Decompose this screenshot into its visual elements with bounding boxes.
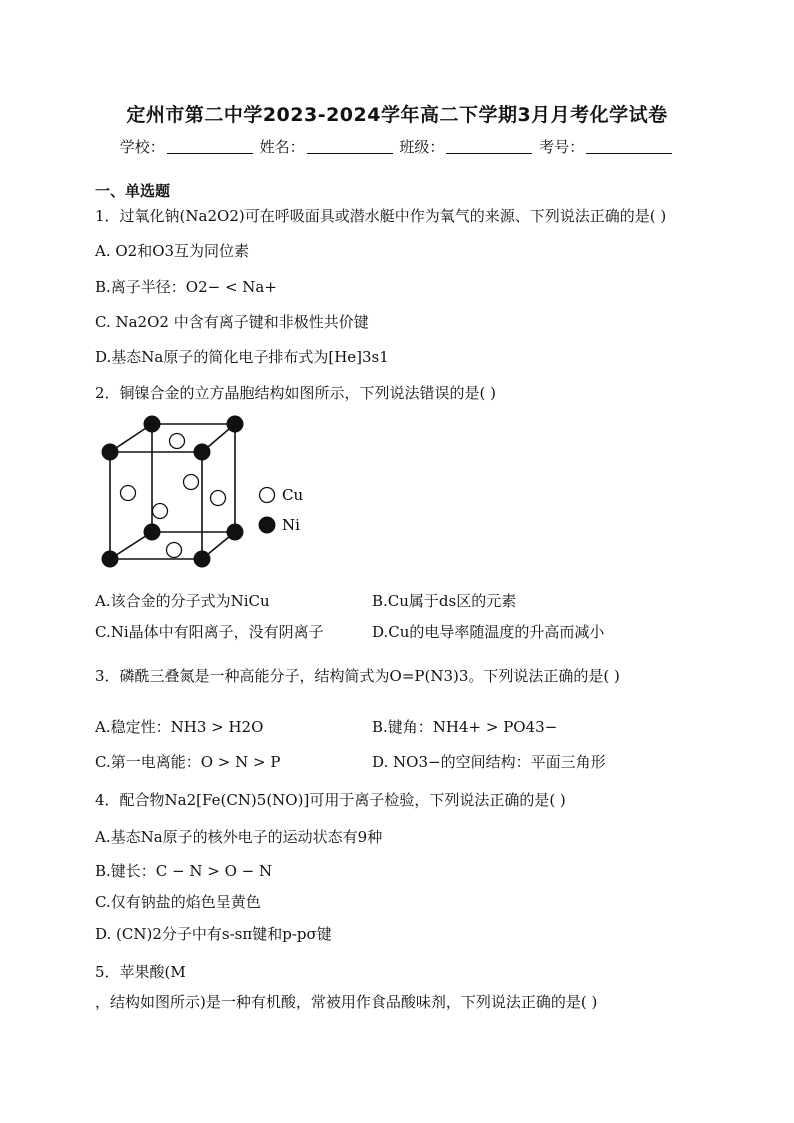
ni-atom (102, 551, 119, 568)
q4-formula: Na2[Fe(CN)5(NO)] (164, 791, 310, 809)
q3-option-d-text: 的空间结构：平面三角形 (440, 753, 606, 771)
q2-option-d: D.Cu的电导率随温度的升高而减小 (372, 623, 605, 641)
crystal-cell-diagram (95, 412, 325, 577)
q4-option-d-text: 分子中有s-sπ键和p-pσ键 (161, 925, 332, 943)
q4-option-b-formula: C − N > O − N (155, 862, 273, 880)
cu-atom (184, 475, 199, 490)
ni-atom (227, 416, 244, 433)
q1-option-d-formula: [He]3s1 (328, 348, 389, 366)
legend-ni-label: Ni (282, 516, 300, 534)
q3-option-c-text: C.第一电离能： (95, 753, 201, 771)
class-label: 班级： (399, 138, 445, 156)
q5-stem-line2: ，结构如图所示)是一种有机酸，常被用作食品酸味剂，下列说法正确的是( ) (95, 993, 598, 1011)
ni-atom (227, 524, 244, 541)
name-blank (307, 139, 393, 154)
cu-atom (121, 486, 136, 501)
cu-atom (153, 504, 168, 519)
q3-option-b-formula: NH4+ > PO43− (432, 718, 558, 736)
q3-option-b-text: B.键角： (372, 718, 433, 736)
q1-formula: Na2O2 (185, 207, 239, 225)
q1-option-d (95, 346, 389, 367)
q3-stem-post: 。下列说法正确的是( ) (468, 667, 620, 685)
q4-stem (95, 789, 566, 810)
q3-option-b (372, 716, 557, 737)
q4-option-c: C.仅有钠盐的焰色呈黄色 (95, 893, 261, 911)
name-label: 姓名： (259, 138, 305, 156)
q3-option-c (95, 751, 280, 772)
q1-stem (95, 205, 666, 226)
cu-atom (167, 543, 182, 558)
q2-option-b: B.Cu属于ds区的元素 (372, 592, 517, 610)
q4-option-a: A.基态Na原子的核外电子的运动状态有9种 (95, 828, 383, 846)
q1-stem-post: )可在呼吸面具或潜水艇中作为氧气的来源、下列说法正确的是( ) (238, 207, 667, 225)
q3-stem-pre: 3．磷酰三叠氮是一种高能分子，结构简式为 (95, 667, 390, 685)
q3-option-a-formula: NH3 > H2O (170, 718, 264, 736)
ni-atom (194, 551, 211, 568)
q3-option-c-formula: O > N > P (200, 753, 281, 771)
q4-stem-pre: 4．配合物 (95, 791, 165, 809)
legend-cu-label: Cu (282, 486, 304, 504)
ni-atom (102, 444, 119, 461)
q1-option-c: C. Na2O2 中含有离子键和非极性共价键 (95, 313, 369, 331)
student-info-line (0, 136, 794, 157)
q4-stem-post: 可用于离子检验，下列说法正确的是( ) (309, 791, 566, 809)
section-title: 一、单选题 (95, 182, 171, 200)
page-title: 定州市第二中学2023-2024学年高二下学期3月月考化学试卷 (126, 104, 668, 126)
q4-option-d-formula: D. (CN)2 (95, 925, 162, 943)
q3-option-d (372, 751, 606, 772)
id-blank (586, 139, 672, 154)
school-label: 学校： (119, 138, 165, 156)
q2-stem: 2．铜镍合金的立方晶胞结构如图所示，下列说法错误的是( ) (95, 384, 497, 402)
legend-cu-dot (260, 488, 275, 503)
q2-option-a: A.该合金的分子式为NiCu (95, 592, 270, 610)
id-label: 考号： (539, 138, 585, 156)
q3-option-a (95, 716, 263, 737)
q4-option-b-text: B.键长： (95, 862, 156, 880)
legend-ni-dot (259, 517, 276, 534)
q3-option-a-text: A.稳定性： (95, 718, 171, 736)
ni-atom (144, 416, 161, 433)
school-blank (167, 139, 253, 154)
q3-option-d-formula: D. NO3− (372, 753, 441, 771)
q4-option-d (95, 923, 332, 944)
q4-option-b (95, 860, 272, 881)
ni-atom (144, 524, 161, 541)
cu-atom (170, 434, 185, 449)
cu-atom (211, 491, 226, 506)
ni-atom (194, 444, 211, 461)
q5-stem-line1: 5．苹果酸(M (95, 963, 186, 981)
q2-option-c: C.Ni晶体中有阳离子，没有阴离子 (95, 623, 324, 641)
q1-option-b: B.离子半径：O2− < Na+ (95, 278, 277, 296)
q3-formula: O=P(N3)3 (389, 667, 469, 685)
q3-stem (95, 665, 620, 686)
q1-option-d-text: D.基态Na原子的简化电子排布式为 (95, 348, 329, 366)
q1-option-a: A. O2和O3互为同位素 (95, 242, 250, 260)
q1-stem-pre: 1．过氧化钠( (95, 207, 186, 225)
class-blank (446, 139, 532, 154)
